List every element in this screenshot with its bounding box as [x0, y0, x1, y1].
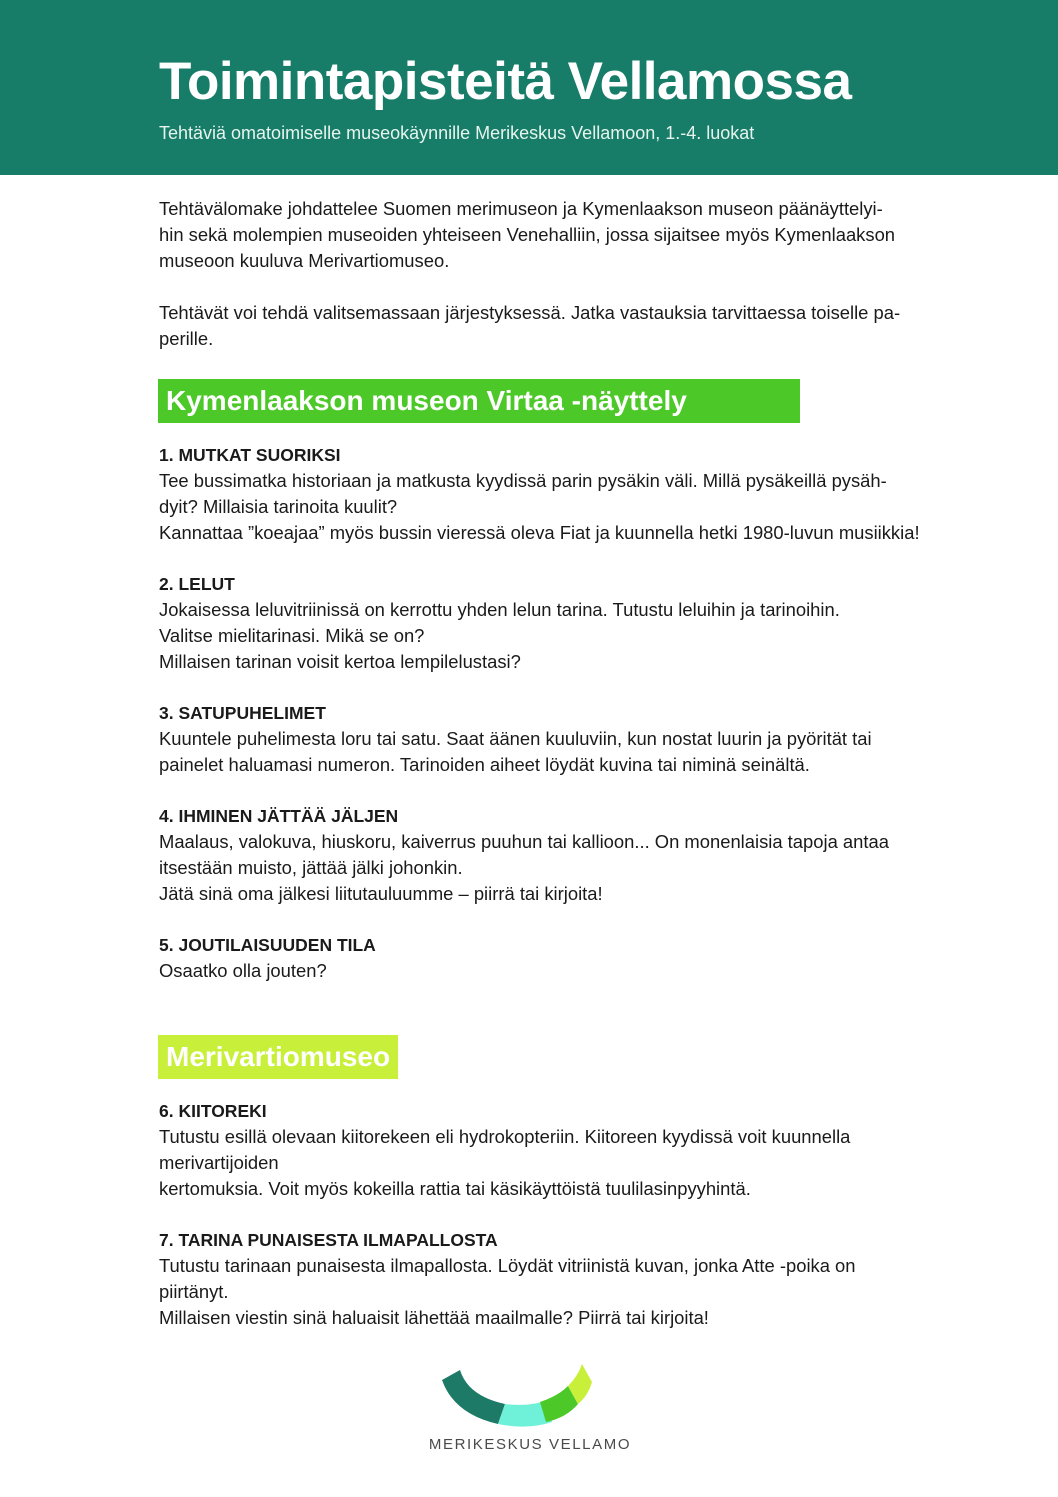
document-body	[159, 196, 969, 1331]
text-line: painelet haluamasi numeron. Tarinoiden aiheet löydät kuvina tai niminä seinältä.	[159, 754, 810, 775]
task-7	[159, 1227, 969, 1331]
task-body	[159, 597, 969, 675]
page-subtitle: Tehtäviä omatoimiselle museokäynnille Merikeskus Vellamoon, 1.-4. luokat	[159, 123, 755, 143]
page-header	[0, 0, 1058, 175]
text-line: merivartijoiden	[159, 1152, 279, 1173]
text-line: Maalaus, valokuva, hiuskoru, kaiverrus puuhun tai kallioon... On monenlaisia tapoja antaa	[159, 831, 889, 852]
intro-paragraph-2	[159, 300, 969, 352]
text-line: Millaisen viestin sinä haluaisit lähettää maailmalle? Piirrä tai kirjoita!	[159, 1307, 709, 1328]
text-line: Tee bussimatka historiaan ja matkusta kyydissä parin pysäkin väli. Millä pysäkeillä pysäh-	[159, 470, 887, 491]
text-line: Kuuntele puhelimesta loru tai satu. Saat äänen kuuluviin, kun nostat luurin ja pyörität tai	[159, 728, 872, 749]
text-line: Tehtävälomake johdattelee Suomen merimuseon ja Kymenlaakson museon päänäyttelyi-	[159, 198, 883, 219]
text-line: Tutustu tarinaan punaisesta ilmapallosta. Löydät vitriinistä kuvan, jonka Atte -poika on	[159, 1255, 856, 1276]
task-5	[159, 932, 969, 984]
intro-paragraph-1	[159, 196, 969, 274]
text-line: museoon kuuluva Merivartiomuseo.	[159, 250, 450, 271]
section-virtaa	[158, 379, 969, 423]
task-4	[159, 803, 969, 907]
task-body	[159, 1124, 969, 1202]
task-2	[159, 571, 969, 675]
task-title: 7. TARINA PUNAISESTA ILMAPALLOSTA	[159, 1230, 498, 1250]
logo-arc-dark	[442, 1370, 505, 1424]
task-3	[159, 700, 969, 778]
task-title: 3. SATUPUHELIMET	[159, 703, 326, 723]
task-body	[159, 829, 969, 907]
text-line: Jätä sinä oma jälkesi liitutauluumme – piirrä tai kirjoita!	[159, 883, 603, 904]
text-line: perille.	[159, 328, 214, 349]
vellamo-logo	[420, 1360, 640, 1490]
section-heading-merivartiomuseo: Merivartiomuseo	[158, 1035, 398, 1079]
text-line: Tehtävät voi tehdä valitsemassaan järjestyksessä. Jatka vastauksia tarvittaessa toiselle pa-	[159, 302, 901, 323]
task-body	[159, 1253, 969, 1331]
task-body	[159, 958, 969, 984]
task-body	[159, 468, 969, 546]
text-line: piirtänyt.	[159, 1281, 229, 1302]
task-title: 1. MUTKAT SUORIKSI	[159, 445, 341, 465]
text-line: Valitse mielitarinasi. Mikä se on?	[159, 625, 425, 646]
text-line: hin sekä molempien museoiden yhteiseen Venehalliin, jossa sijaitsee myös Kymenlaakson	[159, 224, 896, 245]
text-line: Millaisen tarinan voisit kertoa lempilelustasi?	[159, 651, 521, 672]
page-title: Toimintapisteitä Vellamossa	[159, 52, 852, 111]
text-line: itsestään muisto, jättää jälki johonkin.	[159, 857, 463, 878]
task-body	[159, 726, 969, 778]
task-title: 4. IHMINEN JÄTTÄÄ JÄLJEN	[159, 806, 399, 826]
task-6	[159, 1098, 969, 1202]
section-heading-virtaa: Kymenlaakson museon Virtaa -näyttely	[158, 379, 800, 423]
logo-text: MERIKESKUS VELLAMO	[428, 1436, 632, 1453]
text-line: dyit? Millaisia tarinoita kuulit?	[159, 496, 398, 517]
text-line: Tutustu esillä olevaan kiitorekeen eli hydrokopteriin. Kiitoreen kyydissä voit kuunnella	[159, 1126, 851, 1147]
text-line: Osaatko olla jouten?	[159, 960, 327, 981]
task-title: 6. KIITOREKI	[159, 1101, 267, 1121]
text-line: Jokaisessa leluvitriinissä on kerrottu yhden lelun tarina. Tutustu leluihin ja tarinoihin.	[159, 599, 840, 620]
vellamo-logo-mark-icon	[420, 1360, 640, 1440]
task-title: 2. LELUT	[159, 574, 235, 594]
section-merivartiomuseo	[158, 1035, 969, 1079]
text-line: Kannattaa ”koeajaa” myös bussin vieressä oleva Fiat ja kuunnella hetki 1980-luvun musiikkia!	[159, 522, 920, 543]
task-title: 5. JOUTILAISUUDEN TILA	[159, 935, 376, 955]
task-1	[159, 442, 969, 546]
text-line: kertomuksia. Voit myös kokeilla rattia tai käsikäyttöistä tuulilasinpyyhintä.	[159, 1178, 751, 1199]
